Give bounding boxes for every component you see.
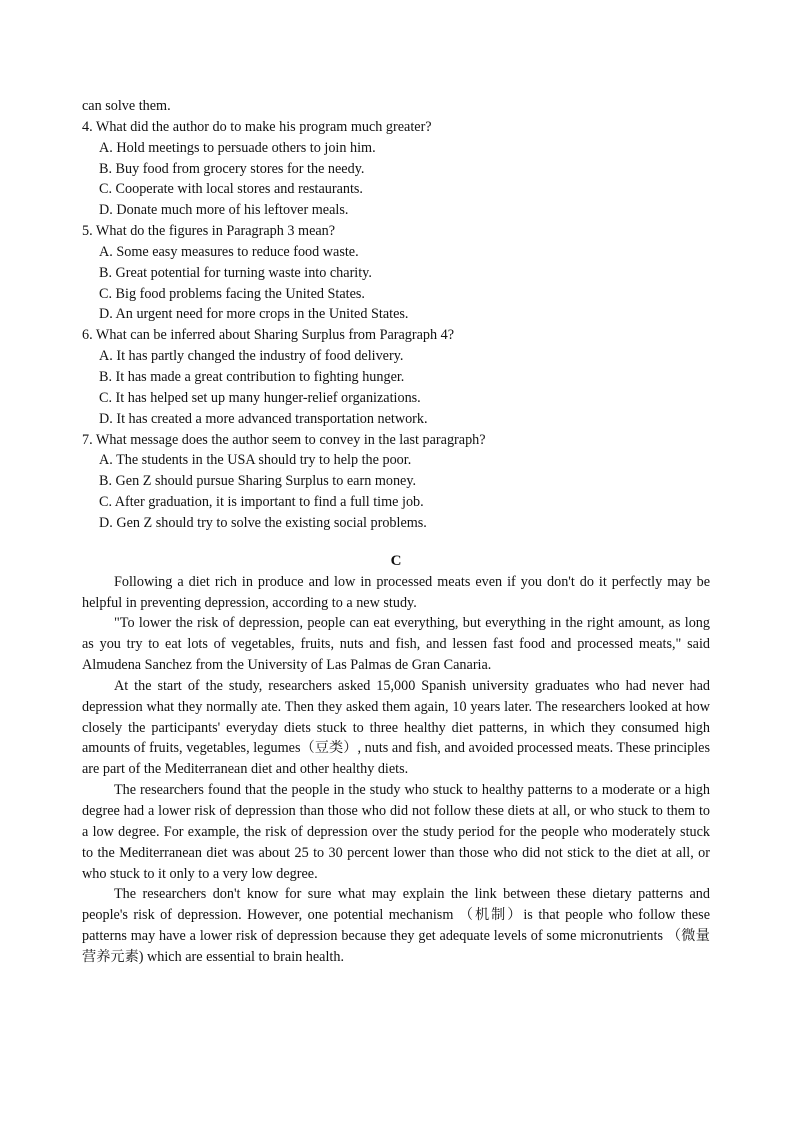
question-6 — [82, 325, 710, 429]
option-a: A. The students in the USA should try to help the poor. — [99, 452, 412, 469]
question-5 — [82, 221, 710, 325]
option-d: D. Gen Z should try to solve the existing social problems. — [99, 514, 427, 531]
question-4 — [82, 117, 710, 221]
continued-text-line: can solve them. — [82, 98, 171, 114]
option-d: D. It has created a more advanced transportation network. — [99, 410, 428, 427]
option-b: B. It has made a great contribution to fighting hunger. — [99, 368, 405, 385]
option-a: A. It has partly changed the industry of food delivery. — [99, 348, 404, 365]
option-c: C. Big food problems facing the United States. — [99, 285, 365, 302]
question-stem: 5. What do the figures in Paragraph 3 mean? — [82, 223, 336, 240]
option-a: A. Some easy measures to reduce food waste. — [99, 243, 359, 260]
question-list — [82, 117, 710, 534]
passage-paragraph-3: At the start of the study, researchers asked 15,000 Spanish university graduates who had never had depression what they normally ate. Then they asked them again, 10 years later. The researchers looked at how closely the participants' everyday diets stuck to three healthy diet patterns, in which they consumed high amounts of fruits, vegetables, legumes（豆类）, nuts and fish, and avoided processed meats. These principles are part of the Mediterranean diet and other healthy diets. — [82, 677, 710, 778]
passage-c — [82, 572, 710, 968]
option-b: B. Great potential for turning waste into charity. — [99, 264, 372, 281]
option-d: D. An urgent need for more crops in the United States. — [99, 306, 409, 323]
question-7 — [82, 430, 710, 534]
question-stem: 4. What did the author do to make his program much greater? — [82, 118, 432, 135]
passage-paragraph-5: The researchers don't know for sure what may explain the link between these dietary patterns and people's risk of depression. However, one potential mechanism （机制）is that people who follow these patterns may have a lower risk of depression because they get adequate levels of some micronutrients （微量营养元素) which are essential to brain health. — [82, 886, 710, 965]
option-b: B. Buy food from grocery stores for the needy. — [99, 160, 365, 177]
option-b: B. Gen Z should pursue Sharing Surplus to earn money. — [99, 473, 417, 490]
question-stem: 6. What can be inferred about Sharing Surplus from Paragraph 4? — [82, 327, 455, 344]
option-c: C. After graduation, it is important to find a full time job. — [99, 494, 424, 511]
passage-paragraph-2: "To lower the risk of depression, people can eat everything, but everything in the right amount, as long as you try to eat lots of vegetables, fruits, nuts and fish, and lessen fast food and processed meats," said Almudena Sanchez from the University of Las Palmas de Gran Canaria. — [82, 615, 710, 674]
passage-paragraph-4: The researchers found that the people in the study who stuck to healthy patterns to a moderate or a high degree had a lower risk of depression than those who did not follow these diets at all, or who stuck to them to a low degree. For example, the risk of depression over the study period for the people who moderately stuck to the Mediterranean diet was about 25 to 30 percent lower than those who did not stick to the diet at all, or who stuck to it only to a very low degree. — [82, 782, 710, 882]
option-d: D. Donate much more of his leftover meals. — [99, 202, 349, 219]
option-c: C. Cooperate with local stores and restaurants. — [99, 181, 363, 198]
passage-paragraph-1: Following a diet rich in produce and low in processed meats even if you don't do it perfectly may be helpful in preventing depression, according to a new study. — [82, 573, 710, 611]
option-a: A. Hold meetings to persuade others to join him. — [99, 139, 376, 156]
section-title: C — [390, 552, 402, 569]
question-stem: 7. What message does the author seem to convey in the last paragraph? — [82, 431, 486, 448]
option-c: C. It has helped set up many hunger-relief organizations. — [99, 389, 421, 406]
